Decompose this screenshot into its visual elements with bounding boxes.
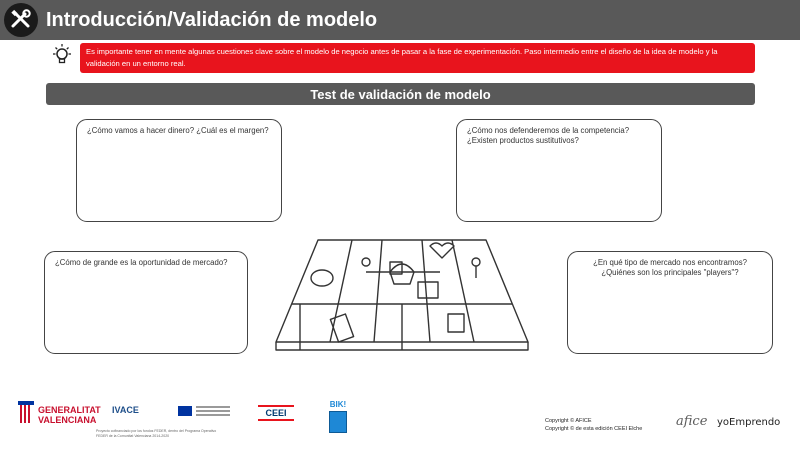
afice-logo: afice: [676, 414, 708, 429]
page-title: Introducción/Validación de modelo: [46, 8, 378, 31]
funding-note: Proyecto cofinanciado por los fondos FEDER, dentro del Programa Operativo FEDER de la Comunitat Valenciana 2014-2020: [96, 429, 217, 438]
bik-text: BIK!: [329, 400, 347, 409]
lightbulb-icon: [50, 43, 74, 67]
section-title-bar: [46, 83, 755, 105]
question-text: ¿Existen productos sustitutivos?: [467, 136, 579, 145]
bik-logo: [325, 400, 351, 442]
copyright: [545, 418, 642, 433]
cube-icon: [329, 411, 347, 433]
question-box-revenue[interactable]: [76, 119, 282, 222]
question-box-market-opportunity[interactable]: [44, 251, 248, 354]
ceei-logo: [254, 404, 298, 430]
question-text: ¿En qué tipo de mercado nos encontramos?: [593, 258, 747, 267]
copyright-line2: Copyright © de esta edición CEEI Elche: [545, 425, 643, 432]
business-model-canvas-illustration: [270, 232, 535, 355]
yoemprendo-logo: yoEmprendo: [717, 417, 781, 428]
title-bar: [0, 0, 800, 40]
eu-logo-text: [196, 406, 230, 420]
copyright-line1: Copyright © AFICE: [545, 418, 592, 424]
question-text: ¿Quiénes son los principales "players"?: [601, 268, 739, 277]
gva-line1: GENERALITAT: [38, 405, 101, 415]
question-box-competition[interactable]: [456, 119, 662, 222]
question-text: ¿Cómo vamos a hacer dinero? ¿Cuál es el margen?: [87, 126, 269, 135]
info-note: Es importante tener en mente algunas cuestiones clave sobre el modelo de negocio antes de pasar a la fase de experimentación. Paso intermedio entre el diseño de la idea de modelo y la validación en un entorno real.: [80, 43, 755, 73]
question-text: ¿Cómo nos defenderemos de la competencia?: [467, 126, 630, 135]
gva-flag-icon: [18, 401, 34, 425]
ceei-text: CEEI: [265, 408, 287, 418]
tools-icon: [4, 3, 38, 37]
eu-flag-icon: [178, 406, 192, 416]
ivace-logo: IVACE: [112, 405, 139, 415]
gva-line2: VALENCIANA: [38, 415, 97, 425]
section-title: Test de validación de modelo: [310, 86, 491, 102]
question-text: ¿Cómo de grande es la oportunidad de mercado?: [55, 258, 228, 267]
question-box-market-type[interactable]: [567, 251, 773, 354]
